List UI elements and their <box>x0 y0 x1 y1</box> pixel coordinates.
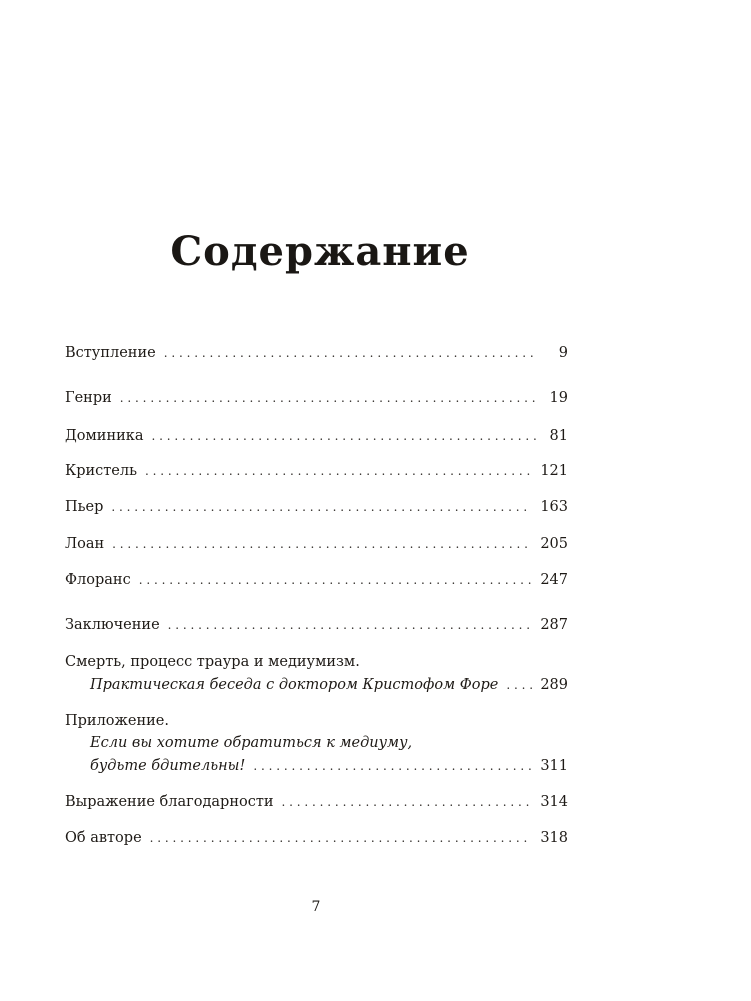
dot-leader <box>112 533 532 555</box>
dot-leader <box>145 460 532 482</box>
page-number-footer: 7 <box>311 899 321 915</box>
toc-entry-label: Доминика <box>65 428 144 444</box>
dot-leader <box>111 496 532 518</box>
toc-entry-pierre[interactable] <box>65 496 568 518</box>
toc-entry-label: Пьер <box>65 499 104 515</box>
toc-entry-label: Кристель <box>65 463 137 479</box>
toc-page-number: 81 <box>549 428 568 444</box>
toc-page-number: 318 <box>540 830 568 846</box>
toc-entry-loan[interactable] <box>65 533 568 555</box>
toc-page-number: 163 <box>540 499 568 515</box>
toc-page-number: 289 <box>540 677 568 693</box>
toc-entry-label: Флоранс <box>65 572 131 588</box>
dot-leader <box>120 387 536 409</box>
toc-entry-acknowledgements[interactable] <box>65 791 568 813</box>
toc-entry-henri[interactable] <box>65 387 568 409</box>
toc-page-number: 314 <box>540 794 568 810</box>
dot-leader <box>253 755 532 777</box>
dot-leader <box>164 342 536 364</box>
toc-page-number: 19 <box>549 390 568 406</box>
toc-entry-christelle[interactable] <box>65 460 568 482</box>
dot-leader <box>152 425 537 447</box>
toc-page-number: 247 <box>540 572 568 588</box>
toc-section-death-heading: Смерть, процесс траура и медиумизм. <box>65 654 360 670</box>
toc-entry-conclusion[interactable] <box>65 614 568 636</box>
toc-page-number: 287 <box>540 617 568 633</box>
table-of-contents <box>65 0 568 1001</box>
dot-leader <box>150 827 533 849</box>
dot-leader <box>506 674 532 696</box>
toc-entry-label: Об авторе <box>65 830 142 846</box>
dot-leader <box>139 569 533 591</box>
toc-page-number: 9 <box>558 345 568 361</box>
toc-entry-label: Лоан <box>65 536 105 552</box>
toc-entry-death-interview[interactable] <box>90 674 568 696</box>
toc-section-appendix-heading: Приложение. <box>65 713 169 729</box>
toc-entry-label: Вступление <box>65 345 156 361</box>
toc-entry-appendix[interactable] <box>90 755 568 777</box>
dot-leader <box>168 614 533 636</box>
dot-leader <box>282 791 533 813</box>
toc-entry-label: Заключение <box>65 617 160 633</box>
toc-entry-label: Практическая беседа с доктором Кристофом Форе <box>90 677 499 693</box>
toc-entry-about-author[interactable] <box>65 827 568 849</box>
toc-page-number: 311 <box>540 758 568 774</box>
page-title: Содержание <box>170 228 470 275</box>
toc-entry-florence[interactable] <box>65 569 568 591</box>
toc-page-number: 121 <box>540 463 568 479</box>
toc-page-number: 205 <box>540 536 568 552</box>
toc-section-appendix-subtitle: Если вы хотите обратиться к медиуму, <box>90 735 413 751</box>
toc-entry-label: Генри <box>65 390 112 406</box>
toc-entry-introduction[interactable] <box>65 342 568 364</box>
toc-entry-label: будьте бдительны! <box>90 758 246 774</box>
toc-entry-label: Выражение благодарности <box>65 794 274 810</box>
toc-entry-dominique[interactable] <box>65 425 568 447</box>
